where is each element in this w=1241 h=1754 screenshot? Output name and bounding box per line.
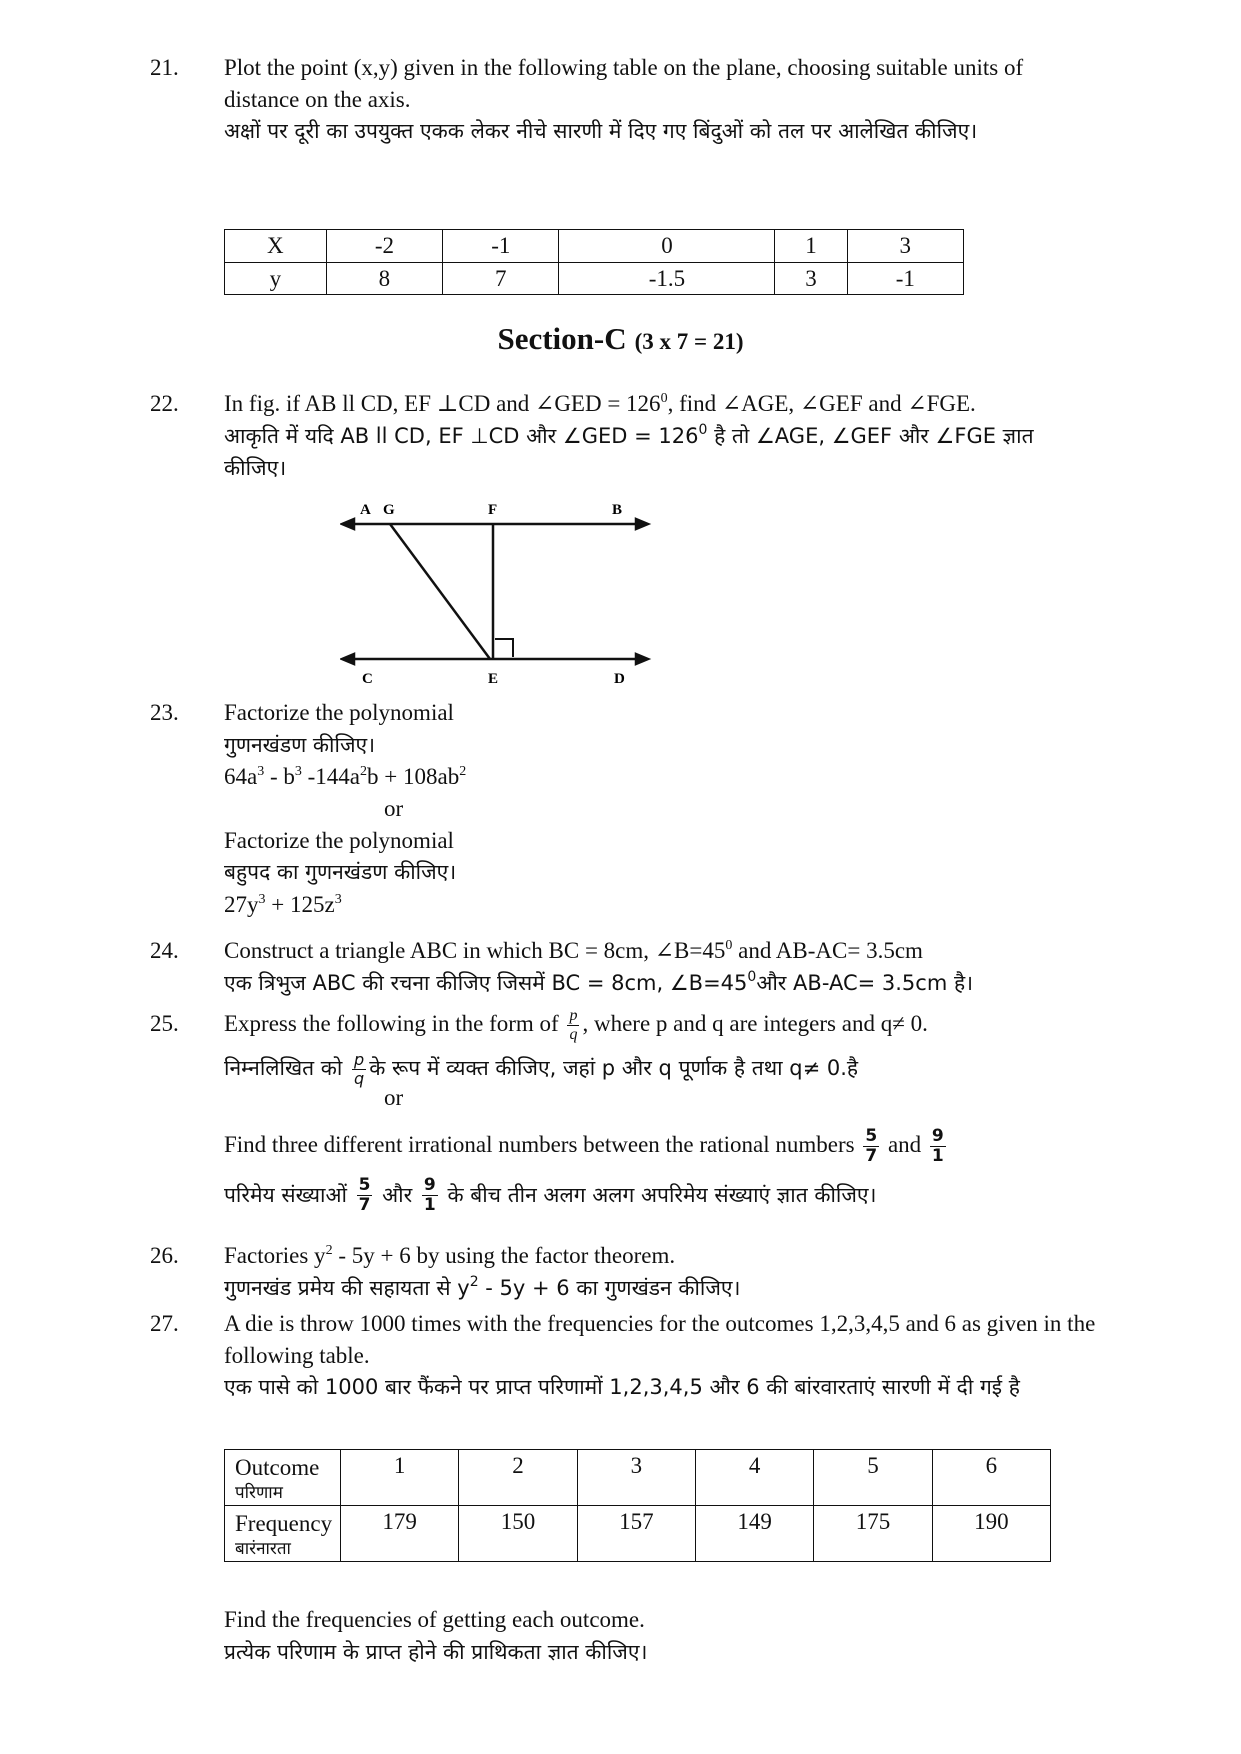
table-cell <box>225 1506 341 1562</box>
question-25 <box>150 1002 1100 1220</box>
fraction-numerator: 9 <box>423 1175 436 1196</box>
header-label: Frequency <box>235 1511 333 1537</box>
text-part: 64a <box>224 764 258 790</box>
table-cell <box>225 1450 341 1506</box>
fraction-5-over-7 <box>357 1177 373 1214</box>
fraction-numerator: 5 <box>358 1175 371 1196</box>
question-number: 27. <box>150 1311 179 1336</box>
superscript: 3 <box>294 764 302 780</box>
arrow-left-icon <box>342 654 354 664</box>
header-label-hindi: परिणाम <box>235 1483 283 1504</box>
table-cell: 8 <box>326 262 442 295</box>
question-text-hindi: एक पासे को 1000 बार फैंकने पर प्राप्त परिणामों 1,2,3,4,5 और 6 की बांरवारताएं सारणी में दी गई है <box>224 1375 1020 1400</box>
fraction-p-over-q <box>567 1008 579 1043</box>
label-b: B <box>612 502 623 518</box>
question-text-english <box>224 388 1100 420</box>
question-27 <box>150 1308 1100 1404</box>
text-part: Express the following in the form of <box>224 1011 559 1036</box>
polynomial-expression <box>224 889 1100 921</box>
label-a: A <box>360 502 371 518</box>
table-cell: 5 <box>814 1450 932 1506</box>
question-text-english: Plot the point (x,y) given in the following table on the plane, choosing suitable units of distance on the axis. <box>224 55 1024 112</box>
question-23 <box>150 697 1100 921</box>
arrow-left-icon <box>342 519 354 529</box>
fraction-numerator: p <box>569 1007 578 1025</box>
label-e: E <box>488 671 499 687</box>
parallel-lines-figure <box>340 496 660 691</box>
table-cell: -1.5 <box>559 262 775 295</box>
question-21 <box>150 52 1100 148</box>
line-ge <box>390 524 490 659</box>
text-part: In fig. if AB ll CD, EF ⊥CD and ∠GED = 126 <box>224 391 661 416</box>
superscript: 2 <box>459 764 467 780</box>
question-text-hindi: प्रत्येक परिणाम के प्राप्त होने की प्राथिकता ज्ञात कीजिए। <box>224 1639 648 1664</box>
question-text-english <box>224 935 1100 967</box>
superscript: 2 <box>360 764 368 780</box>
table-cell: 149 <box>695 1506 813 1562</box>
superscript: 2 <box>469 1273 479 1290</box>
table-cell: 0 <box>559 230 775 263</box>
arrow-right-icon <box>636 519 648 529</box>
or-separator: or <box>384 1085 404 1110</box>
text-part: आकृति में यदि AB ll CD, EF ⊥CD और ∠GED = 126 <box>224 423 699 448</box>
text-part: - 5y + 6 का गुणखंडन कीजिए। <box>478 1275 741 1300</box>
superscript: 0 <box>698 421 708 438</box>
table-cell: 157 <box>577 1506 695 1562</box>
question-text-hindi <box>224 967 1100 1000</box>
superscript: 3 <box>257 764 265 780</box>
text-part: and AB-AC= 3.5cm <box>732 938 923 963</box>
fraction-denominator: 1 <box>931 1145 944 1166</box>
question-26 <box>150 1240 1100 1304</box>
question-text-hindi <box>224 420 1100 485</box>
table-cell: 2 <box>459 1450 577 1506</box>
question-number: 21. <box>150 55 179 80</box>
table-cell: -1 <box>443 230 559 263</box>
fraction-numerator: p <box>354 1049 365 1069</box>
text-part: Factories y <box>224 1243 326 1268</box>
table-cell: 4 <box>695 1450 813 1506</box>
fraction-9-over-1 <box>930 1125 946 1166</box>
table-cell: 6 <box>932 1450 1050 1506</box>
question-text-hindi <box>224 1272 1100 1305</box>
superscript: 2 <box>325 1243 333 1258</box>
fraction-numerator: 5 <box>865 1125 878 1146</box>
question-text-english <box>224 1120 1100 1170</box>
fraction-numerator: 9 <box>931 1125 944 1146</box>
question-text-english <box>224 1002 1100 1046</box>
superscript: 0 <box>660 391 668 406</box>
table-cell: -1 <box>847 262 963 295</box>
table-cell: X <box>225 230 327 263</box>
fraction-denominator: 7 <box>358 1195 371 1216</box>
table-cell: 1 <box>775 230 847 263</box>
superscript: 3 <box>334 892 342 908</box>
section-title: Section-C <box>497 321 627 356</box>
question-text-hindi: गुणनखंडण कीजिए। <box>224 732 376 757</box>
label-f: F <box>488 502 498 518</box>
fraction-denominator: q <box>569 1026 578 1044</box>
question-text-hindi: अक्षों पर दूरी का उपयुक्त एकक लेकर नीचे सारणी में दिए गए बिंदुओं को तल पर आलेखित कीजिए। <box>224 119 978 144</box>
question-number: 26. <box>150 1243 179 1268</box>
right-angle-mark <box>495 639 513 657</box>
fraction-denominator: 7 <box>865 1145 878 1166</box>
text-part: Construct a triangle ABC in which BC = 8cm, ∠B=45 <box>224 938 726 963</box>
polynomial-expression <box>224 761 1100 793</box>
table-row <box>225 1450 1051 1506</box>
text-part: परिमेय संख्याओं <box>224 1182 347 1207</box>
question-text-english <box>224 1240 1100 1272</box>
table-cell: 179 <box>341 1506 459 1562</box>
text-part: 27y <box>224 892 259 918</box>
section-heading <box>0 318 1241 361</box>
question-number: 23. <box>150 700 179 725</box>
table-cell: 190 <box>932 1506 1050 1562</box>
arrow-right-icon <box>636 654 648 664</box>
table-row <box>225 230 964 263</box>
question-number: 25. <box>150 1011 179 1036</box>
question-text-hindi: बहुपद का गुणनखंडण कीजिए। <box>224 860 457 885</box>
text-part: और AB-AC= 3.5cm है। <box>756 970 974 995</box>
frequency-table <box>224 1449 1051 1562</box>
question-number: 24. <box>150 938 179 963</box>
question-text-english: A die is throw 1000 times with the frequencies for the outcomes 1,2,3,4,5 and 6 as given in the following table. <box>224 1311 1096 1368</box>
fraction-p-over-q <box>352 1049 366 1088</box>
question-24 <box>150 935 1100 999</box>
table-cell: 3 <box>577 1450 695 1506</box>
text-part: है तो ∠AGE, ∠GEF और ∠FGE ज्ञात कीजिए। <box>224 423 1034 481</box>
text-part: और <box>382 1182 413 1207</box>
fraction-denominator: 1 <box>423 1195 436 1216</box>
text-part: के रूप में व्यक्त कीजिए, जहां p और q पूर्णाक है तथा q≠ 0.है <box>369 1056 859 1080</box>
text-part: - 5y + 6 by using the factor theorem. <box>332 1243 676 1268</box>
text-part: + 125z <box>265 892 335 918</box>
table-cell: 7 <box>443 262 559 295</box>
fraction-denominator: q <box>354 1068 365 1088</box>
question-text-english: Find the frequencies of getting each outcome. <box>224 1607 645 1632</box>
text-part: निम्नलिखित को <box>224 1056 343 1080</box>
question-text-english: Factorize the polynomial <box>224 700 454 725</box>
superscript: 0 <box>747 968 757 985</box>
question-27-part-b <box>150 1604 1100 1668</box>
superscript: 3 <box>258 892 266 908</box>
xy-table <box>224 229 964 295</box>
text-part: के बीच तीन अलग अलग अपरिमेय संख्याएं ज्ञात कीजिए। <box>447 1182 877 1207</box>
table-cell: -2 <box>326 230 442 263</box>
text-part: गुणनखंड प्रमेय की सहायता से y <box>224 1275 470 1300</box>
section-marks: (3 x 7 = 21) <box>634 329 744 354</box>
label-c: C <box>362 671 373 687</box>
question-text-hindi <box>224 1170 1100 1220</box>
text-part: - b <box>264 764 295 790</box>
label-d: D <box>614 671 625 687</box>
table-cell: y <box>225 262 327 295</box>
table-cell: 175 <box>814 1506 932 1562</box>
question-22 <box>150 388 1100 485</box>
label-g: G <box>383 502 395 518</box>
table-cell: 3 <box>775 262 847 295</box>
question-number: 22. <box>150 391 179 416</box>
text-part: , find ∠AGE, ∠GEF and ∠FGE. <box>667 391 976 416</box>
fraction-5-over-7 <box>863 1125 879 1166</box>
header-label: Outcome <box>235 1455 320 1481</box>
table-row <box>225 1506 1051 1562</box>
table-cell: 3 <box>847 230 963 263</box>
text-part: and <box>887 1131 922 1157</box>
table-row <box>225 262 964 295</box>
text-part: b + 108ab <box>367 764 460 790</box>
superscript: 0 <box>725 938 733 953</box>
table-cell: 150 <box>459 1506 577 1562</box>
text-part: Find three different irrational numbers between the rational numbers <box>224 1131 855 1157</box>
table-cell: 1 <box>341 1450 459 1506</box>
header-label-hindi: बारंनारता <box>235 1539 291 1560</box>
text-part: , where p and q are integers and q≠ 0. <box>582 1011 928 1036</box>
question-text-english: Factorize the polynomial <box>224 827 454 853</box>
text-part: एक त्रिभुज ABC की रचना कीजिए जिसमें BC = 8cm, ∠B=45 <box>224 970 748 995</box>
fraction-9-over-1 <box>422 1177 438 1214</box>
text-part: -144a <box>301 764 361 790</box>
or-separator: or <box>384 796 404 822</box>
